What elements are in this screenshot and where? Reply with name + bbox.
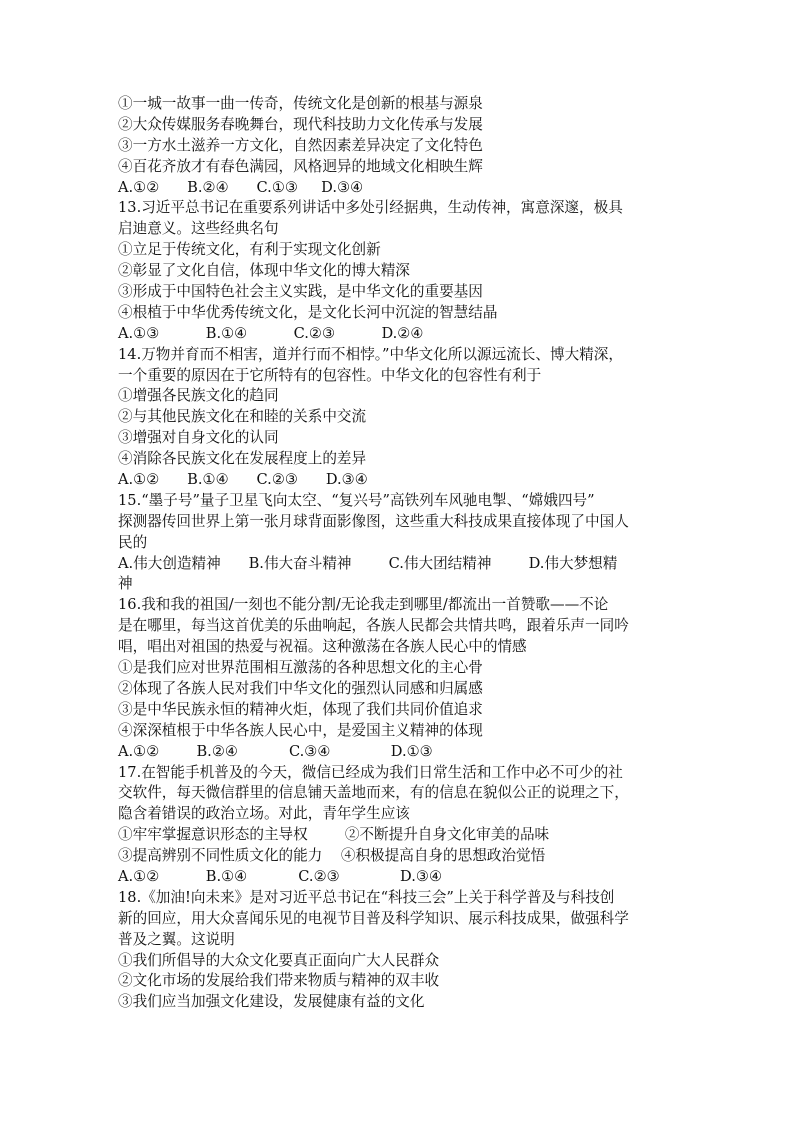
- text-line: ①是我们应对世界范围相互激荡的各种思想文化的主心骨: [118, 659, 483, 677]
- text-line: ③形成于中国特色社会主义实践，是中华文化的重要基因: [118, 283, 483, 301]
- text-line: ③增强对自身文化的认同: [118, 429, 279, 447]
- text-line: ①立足于传统文化，有利于实现文化创新: [118, 241, 381, 259]
- text-line: ①一城一故事一曲一传奇，传统文化是创新的根基与源泉: [118, 95, 483, 112]
- text-line: ②彰显了文化自信，体现中华文化的博大精深: [118, 262, 410, 280]
- question-18: 18.《加油!向未来》是对习近平总书记在“科技三会”上关于科学普及与科技创: [118, 888, 615, 906]
- text-line: ③我们应当加强文化建设，发展健康有益的文化: [118, 993, 425, 1011]
- question-17: 17.在智能手机普及的今天，微信已经成为我们日常生活和工作中必不可少的社: [118, 763, 623, 781]
- text-line: ②体现了各族人民对我们中华文化的强烈认同感和归属感: [118, 679, 483, 697]
- text-line: ②文化市场的发展给我们带来物质与精神的双丰收: [118, 972, 440, 990]
- text-line: 启迪意义。这些经典名句: [118, 220, 279, 238]
- text-line: 新的回应，用大众喜闻乐见的电视节目普及科学知识、展示科技成果，做强科学: [118, 909, 629, 927]
- answer-options: A.①② B.②④ C.①③ D.③④: [118, 178, 364, 196]
- text-line: 隐含着错误的政治立场。对此，青年学生应该: [118, 805, 410, 823]
- answer-options: A.①② B.②④ C.③④ D.①③: [118, 742, 433, 760]
- answer-options: A.①② B.①④ C.②③ D.③④: [118, 867, 443, 885]
- text-line: 普及之翼。这说明: [118, 930, 235, 948]
- answer-options: A.①② B.①④ C.②③ D.③④: [118, 471, 368, 489]
- question-14: 14.万物并育而不相害，道并行而不相悖。”中华文化所以源远流长、博大精深，: [118, 345, 623, 363]
- text-line: 交软件，每天微信群里的信息铺天盖地而来，有的信息在貌似公正的说理之下，: [118, 784, 629, 802]
- text-line: 一个重要的原因在于它所特有的包容性。中华文化的包容性有利于: [118, 366, 542, 384]
- text-line: ④百花齐放才有春色满园，风格迥异的地域文化相映生辉: [118, 157, 483, 175]
- text-line: ①我们所倡导的大众文化要真正面向广大人民群众: [118, 951, 440, 969]
- text-line: ①牢牢掌握意识形态的主导权 ②不断提升自身文化审美的品味: [118, 826, 550, 844]
- text-line: 探测器传回世界上第一张月球背面影像图，这些重大科技成果直接体现了中国人: [118, 512, 629, 530]
- answer-options: A.伟大创造精神 B.伟大奋斗精神 C.伟大团结精神 D.伟大梦想精: [118, 554, 618, 572]
- text-line: ③是中华民族永恒的精神火炬，体现了我们共同价值追求: [118, 700, 483, 718]
- text-line: 是在哪里，每当这首优美的乐曲响起，各族人民都会共情共鸣，跟着乐声一同吟: [118, 617, 629, 635]
- text-line: ①增强各民族文化的趋同: [118, 387, 279, 405]
- text-line: ③提高辨别不同性质文化的能力 ④积极提高自身的思想政治觉悟: [118, 847, 546, 865]
- text-line: ②与其他民族文化在和睦的关系中交流: [118, 408, 367, 426]
- question-16: 16.我和我的祖国/一刻也不能分割/无论我走到哪里/都流出一首赞歌——不论: [118, 596, 609, 614]
- text-line: ②大众传媒服务春晚舞台，现代科技助力文化传承与发展: [118, 115, 483, 133]
- answer-options: A.①③ B.①④ C.②③ D.②④: [118, 324, 424, 342]
- text-line: 唱，唱出对祖国的热爱与祝福。这种激荡在各族人民心中的情感: [118, 638, 527, 656]
- text-line: ④消除各民族文化在发展程度上的差异: [118, 450, 367, 468]
- document-page: [118, 94, 678, 1013]
- question-13: 13.习近平总书记在重要系列讲话中多处引经据典，生动传神，寓意深邃，极具: [118, 199, 623, 217]
- text-line: ④深深植根于中华各族人民心中，是爱国主义精神的体现: [118, 721, 483, 739]
- text-line: 神: [118, 575, 133, 593]
- question-15: 15.“墨子号”量子卫星飞向太空、“复兴号”高铁列车风驰电掣、“嫦娥四号”: [118, 491, 595, 509]
- text-line: ④根植于中华优秀传统文化，是文化长河中沉淀的智慧结晶: [118, 303, 498, 321]
- text-line: 民的: [118, 533, 148, 551]
- text-line: ③一方水土滋养一方文化，自然因素差异决定了文化特色: [118, 136, 483, 154]
